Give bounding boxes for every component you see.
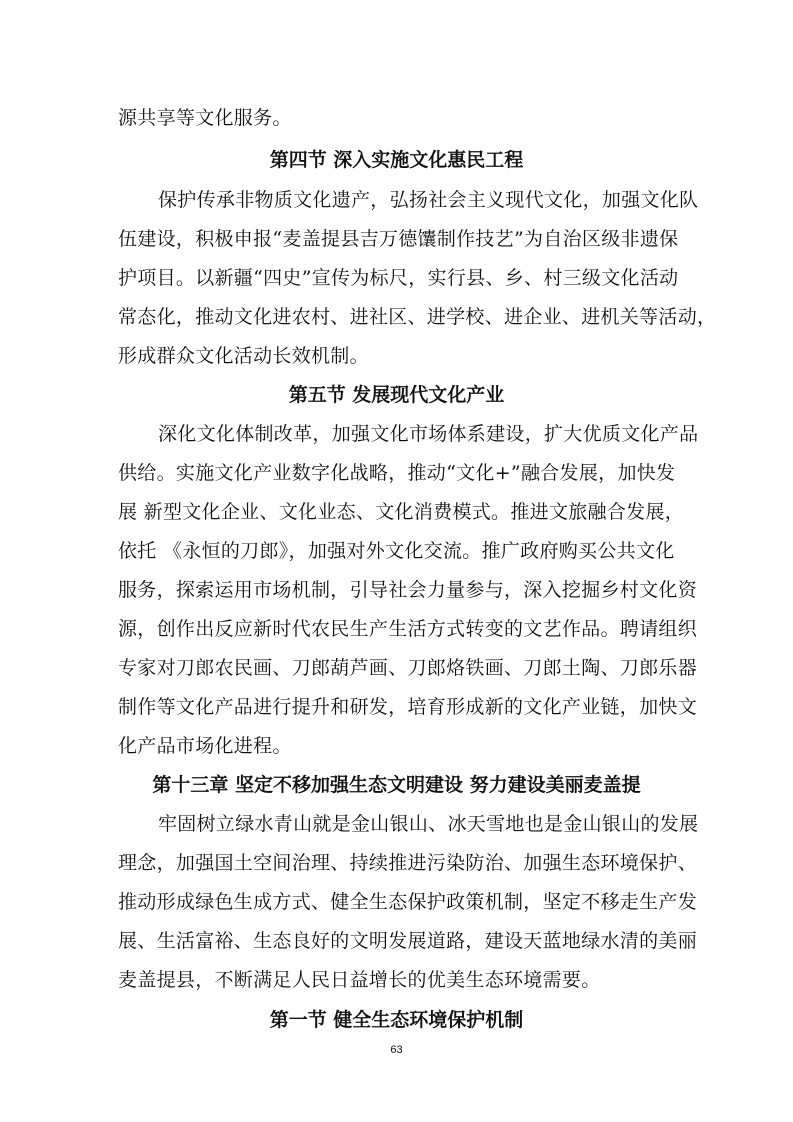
section-heading-1: 第一节 健全生态环境保护机制 xyxy=(269,1009,524,1031)
paragraph-line: 依托 《永恒的刀郎》，加强对外文化交流。推广政府购买公共文化 xyxy=(118,540,675,562)
paragraph-line: 理念，加强国土空间治理、持续推进污染防治、加强生态环境保护、 xyxy=(118,852,698,874)
paragraph-line: 展 新型文化企业、文化业态、文化消费模式。推进文旅融合发展， xyxy=(118,501,685,523)
section-heading-5: 第五节 发展现代文化产业 xyxy=(288,384,505,406)
paragraph-line: 推动形成绿色生成方式、健全生态保护政策机制，坚定不移走生产发 xyxy=(118,891,698,913)
paragraph-line: 服务，探索运用市场机制，引导社会力量参与，深入挖掘乡村文化资 xyxy=(118,579,698,601)
chapter-heading-13: 第十三章 坚定不移加强生态文明建设 努力建设美丽麦盖提 xyxy=(152,774,641,796)
paragraph-line: 供给。实施文化产业数字化战略，推动“文化+”融合发展，加快发 xyxy=(118,462,676,484)
paragraph-line: 化产品市场化进程。 xyxy=(118,735,292,757)
paragraph-line: 源，创作出反应新时代农民生产生活方式转变的文艺作品。聘请组织 xyxy=(118,618,698,640)
paragraph-line: 深化文化体制改革，加强文化市场体系建设，扩大优质文化产品 xyxy=(158,423,699,445)
page-number: 63 xyxy=(390,1044,403,1056)
paragraph-line: 麦盖提县，不断满足人民日益增长的优美生态环境需要。 xyxy=(118,969,601,991)
paragraph-line: 展、生活富裕、生态良好的文明发展道路，建设天蓝地绿水清的美丽 xyxy=(118,930,698,952)
paragraph-line: 保护传承非物质文化遗产，弘扬社会主义现代文化，加强文化队 xyxy=(158,189,699,211)
section-heading-4: 第四节 深入实施文化惠民工程 xyxy=(269,149,524,171)
paragraph-line: 专家对刀郎农民画、刀郎葫芦画、刀郎烙铁画、刀郎土陶、刀郎乐器 xyxy=(118,657,698,679)
paragraph-line: 伍建设，积极申报“麦盖提县吉万德馕制作技艺”为自治区级非遗保 xyxy=(118,228,679,250)
paragraph-line: 牢固树立绿水青山就是金山银山、冰天雪地也是金山银山的发展 xyxy=(158,813,699,835)
paragraph-line: 形成群众文化活动长效机制。 xyxy=(118,345,369,367)
paragraph-line: 常态化，推动文化进农村、进社区、进学校、进企业、进机关等活动， xyxy=(118,306,717,328)
paragraph-line: 源共享等文化服务。 xyxy=(118,107,292,129)
paragraph-line: 护项目。以新疆“四史”宣传为标尺，实行县、乡、村三级文化活动 xyxy=(118,267,679,289)
paragraph-line: 制作等文化产品进行提升和研发，培育形成新的文化产业链，加快文 xyxy=(118,696,698,718)
